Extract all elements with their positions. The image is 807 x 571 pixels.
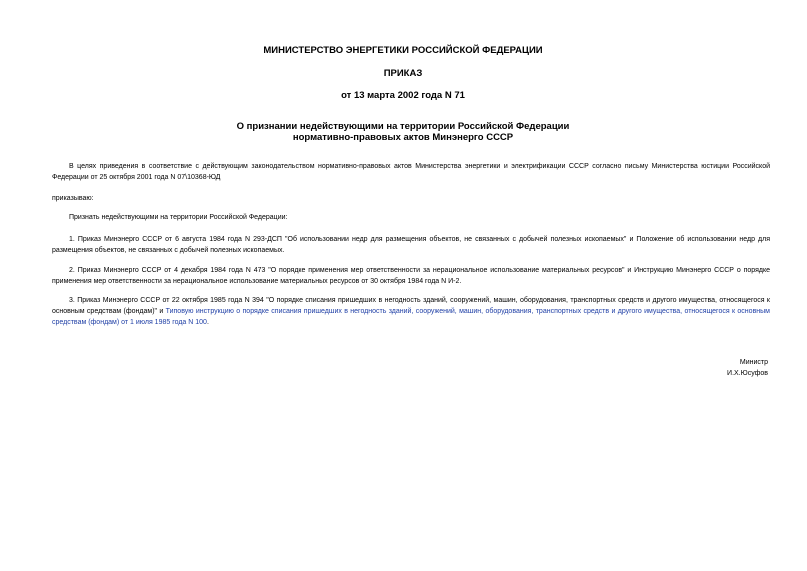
typical-instruction-link[interactable]: Типовую инструкцию о порядке списания пришедших в негодность зданий, сооружений, машин, оборудования, транспортных средств и другого имущества, относящегося к основным средствам (фондам) от 1 июля 1985 года N 100 — [52, 308, 770, 326]
signature-name: И.Х.Юсуфов — [727, 370, 768, 377]
document-type: ПРИКАЗ — [383, 68, 423, 79]
list-item-2: 2. Приказ Минэнерго СССР от 4 декабря 1984 года N 473 "О порядке применения мер ответственности за нерациональное использование материальных ресурсов" и Инструкцию Минэнерго СССР о порядке применения мер ответственности за нерациональное использование материальных ресурсов от 30 октября 1984 года N И-2. — [52, 267, 770, 285]
list-item-3-end: . — [206, 319, 209, 326]
preamble-paragraph: В целях приведения в соответствие с действующим законодательством нормативно-правовых актов Министерства энергетики и электрификации СССР согласно письму Министерства юстиции Российской Федерации от 25 октября 2001 года N 07\10368-ЮД — [52, 163, 770, 181]
list-item-3-text: 3. Приказ Минэнерго СССР от 22 октября 1985 года N 394 "О порядке списания пришедших в негодность зданий, сооружений, машин, оборудования, транспортных средств и другого имущества, относящегося к основным средствам (фондам)" и — [52, 297, 770, 315]
document-title-line-2: нормативно-правовых актов Минэнерго СССР — [292, 132, 514, 143]
document-page — [36, 0, 770, 571]
list-item-3 — [52, 295, 770, 328]
list-item-1: 1. Приказ Минэнерго СССР от 6 августа 1984 года N 293-ДСП "Об использовании недр для размещения объектов, не связанных с добычей полезных ископаемых" и Положение об использовании недр для размещения объектов, не связанных с добычей полезных ископаемых. — [52, 236, 770, 254]
declare-paragraph: Признать недействующими на территории Российской Федерации: — [69, 214, 288, 221]
signature-position: Министр — [739, 359, 768, 366]
ministry-name: МИНИСТЕРСТВО ЭНЕРГЕТИКИ РОССИЙСКОЙ ФЕДЕРАЦИИ — [263, 45, 543, 56]
document-title-line-1: О признании недействующими на территории Российской Федерации — [236, 121, 570, 132]
document-date-number: от 13 марта 2002 года N 71 — [341, 90, 465, 101]
orders-word: приказываю: — [52, 195, 94, 202]
